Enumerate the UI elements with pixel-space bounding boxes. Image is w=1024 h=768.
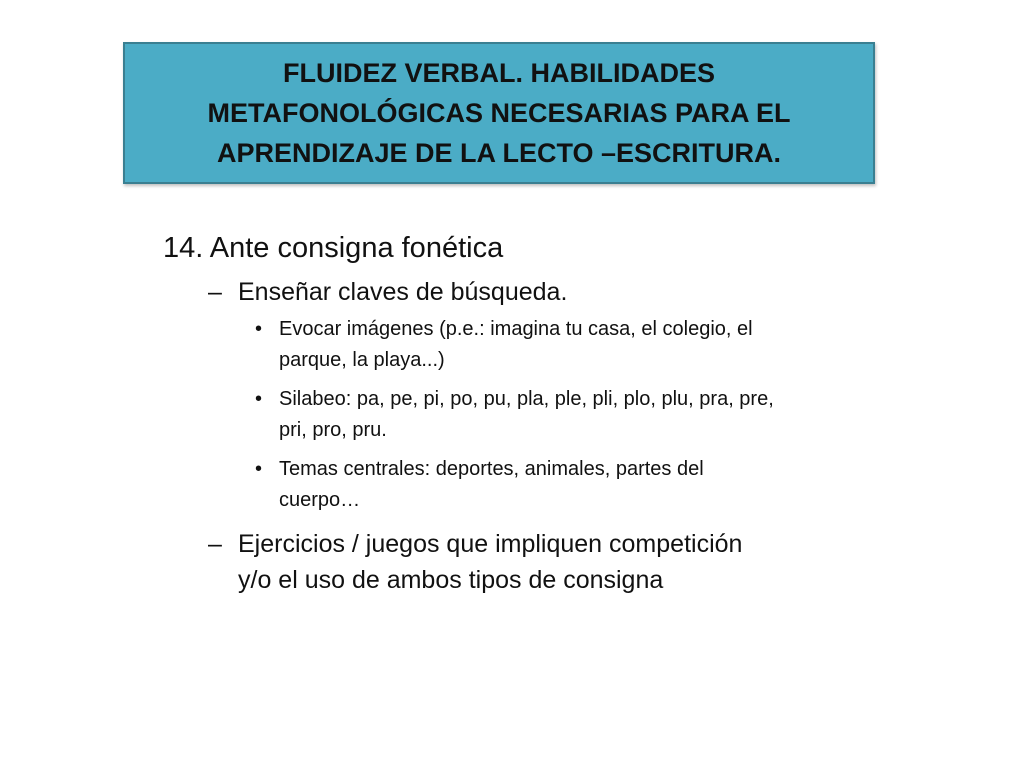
title-line-3: APRENDIZAJE DE LA LECTO –ESCRITURA. (216, 138, 782, 168)
bullet-item-2-text: Silabeo: pa, pe, pi, po, pu, pla, ple, pli, plo, plu, pra, pre, pri, pro, pru. (279, 388, 774, 441)
slide-content (163, 228, 803, 602)
sub-item-2 (163, 526, 763, 598)
slide-title (149, 53, 849, 173)
bullet-item-1 (163, 314, 779, 376)
sub-item-1 (163, 274, 803, 310)
bullet-item-1-text: Evocar imágenes (p.e.: imagina tu casa, el colegio, el parque, la playa...) (279, 318, 753, 371)
bullet-marker: • (255, 458, 263, 480)
bullet-item-2 (163, 384, 779, 446)
title-line-2: METAFONOLÓGICAS NECESARIAS PARA EL (207, 98, 791, 128)
title-line-1: FLUIDEZ VERBAL. HABILIDADES (283, 58, 715, 88)
sub-item-2-text: Ejercicios / juegos que impliquen competición y/o el uso de ambos tipos de consigna (238, 530, 743, 594)
title-box (123, 42, 875, 184)
bullet-marker: • (255, 318, 263, 340)
sub-item-1-text: Enseñar claves de búsqueda. (238, 278, 568, 306)
dash-marker: – (208, 278, 222, 306)
bullet-item-3-text: Temas centrales: deportes, animales, partes del cuerpo… (279, 458, 704, 511)
heading-item: 14. Ante consigna fonética (163, 232, 504, 264)
dash-marker: – (208, 530, 222, 558)
bullet-marker: • (255, 388, 263, 410)
bullet-item-3 (163, 454, 779, 516)
